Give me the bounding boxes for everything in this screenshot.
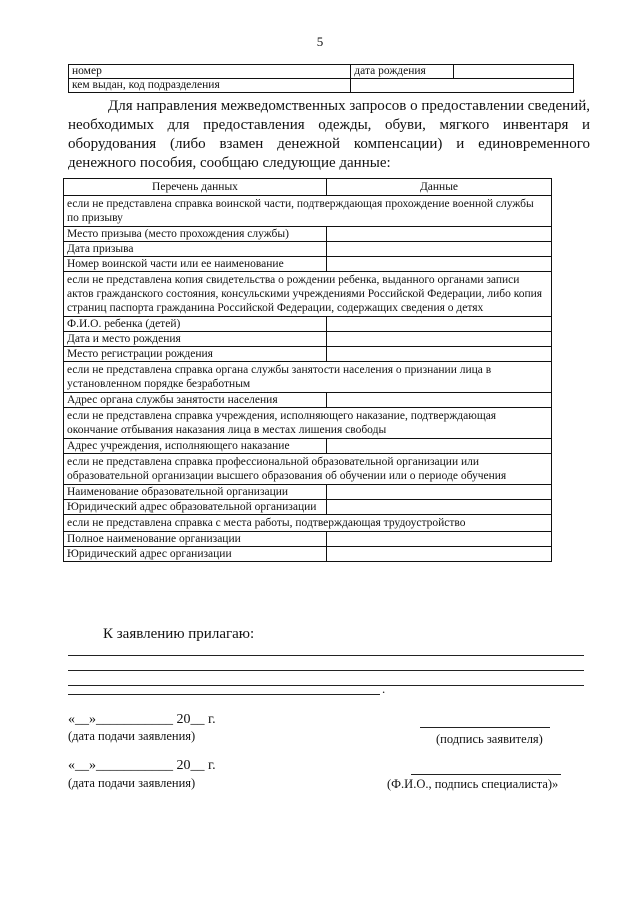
attachment-line[interactable] xyxy=(68,685,584,686)
field-value[interactable] xyxy=(327,532,552,547)
field-value[interactable] xyxy=(327,242,552,257)
birth-date-value[interactable] xyxy=(453,65,573,79)
attachment-line[interactable] xyxy=(68,670,584,671)
section-condition: если не представлена справка органа службы занятости населения о признании лица в установленном порядке безработным xyxy=(64,362,552,393)
field-value[interactable] xyxy=(327,393,552,408)
applicant-signature-line[interactable] xyxy=(420,727,550,728)
field-row xyxy=(64,242,552,257)
field-row xyxy=(64,332,552,347)
page-number: 5 xyxy=(316,34,324,49)
attachment-title: К заявлению прилагаю: xyxy=(103,626,255,642)
section-condition: если не представлена справка с места работы, подтверждающая трудоустройство xyxy=(64,515,552,532)
field-label: Номер воинской части или ее наименование xyxy=(64,257,327,272)
applicant-date-caption: (дата подачи заявления) xyxy=(68,729,196,743)
field-label: Юридический адрес образовательной организации xyxy=(64,500,327,515)
field-label: Полное наименование организации xyxy=(64,532,327,547)
number-label: номер xyxy=(69,65,351,79)
specialist-date-caption: (дата подачи заявления) xyxy=(68,776,196,790)
header-data-list: Перечень данных xyxy=(64,179,327,196)
field-label: Ф.И.О. ребенка (детей) xyxy=(64,317,327,332)
attachment-line[interactable] xyxy=(68,655,584,656)
identity-table xyxy=(68,64,574,93)
field-row xyxy=(64,393,552,408)
field-label: Наименование образовательной организации xyxy=(64,485,327,500)
field-row xyxy=(64,257,552,272)
applicant-signature-caption: (подпись заявителя) xyxy=(436,732,543,746)
attachment-line[interactable] xyxy=(68,694,380,695)
field-value[interactable] xyxy=(327,317,552,332)
field-value[interactable] xyxy=(327,485,552,500)
issued-by-label: кем выдан, код подразделения xyxy=(69,79,351,93)
section-row xyxy=(64,196,552,227)
issued-by-value[interactable] xyxy=(351,79,574,93)
data-table xyxy=(63,178,552,562)
section-condition: если не представлена справка профессиональной образовательной организации или образовательной организации высшего образования об обучении или о периоде обучения xyxy=(64,454,552,485)
field-row xyxy=(64,347,552,362)
intro-paragraph: Для направления межведомственных запросов о предоставлении сведений, необходимых для предоставления одежды, обуви, мягкого инвентаря и оборудования (либо взамен денежной компенсации) и единовременного денежного пособия, сообщаю следующие данные: xyxy=(68,98,590,171)
attachment-end-mark: . xyxy=(382,681,386,696)
field-value[interactable] xyxy=(327,439,552,454)
field-label: Место регистрации рождения xyxy=(64,347,327,362)
section-condition: если не представлена справка учреждения, исполняющего наказание, подтверждающая окончание отбывания наказания лица в местах лишения свободы xyxy=(64,408,552,439)
section-row xyxy=(64,362,552,393)
birth-date-label: дата рождения xyxy=(351,65,453,79)
field-value[interactable] xyxy=(327,257,552,272)
section-row xyxy=(64,515,552,532)
section-condition: если не представлена справка воинской части, подтверждающая прохождение военной службы по призыву xyxy=(64,196,552,227)
field-label: Юридический адрес организации xyxy=(64,547,327,562)
field-label: Адрес органа службы занятости населения xyxy=(64,393,327,408)
section-row xyxy=(64,272,552,317)
field-row xyxy=(64,532,552,547)
field-value[interactable] xyxy=(327,227,552,242)
section-row xyxy=(64,454,552,485)
field-value[interactable] xyxy=(327,347,552,362)
field-label: Дата призыва xyxy=(64,242,327,257)
specialist-date-line[interactable]: «__»___________ 20__ г. xyxy=(68,758,216,773)
specialist-signature-line[interactable] xyxy=(411,774,561,775)
field-row xyxy=(64,485,552,500)
field-value[interactable] xyxy=(327,547,552,562)
field-label: Адрес учреждения, исполняющего наказание xyxy=(64,439,327,454)
field-row xyxy=(64,547,552,562)
section-condition: если не представлена копия свидетельства о рождении ребенка, выданного органами записи актов гражданского состояния, консульскими учреждениями Российской Федерации, либо копия страниц паспорта гражданина Российской Федерации, содержащих сведения о детях xyxy=(64,272,552,317)
field-value[interactable] xyxy=(327,500,552,515)
header-data-values: Данные xyxy=(327,179,552,196)
field-row xyxy=(64,439,552,454)
section-row xyxy=(64,408,552,439)
applicant-date-line[interactable]: «__»___________ 20__ г. xyxy=(68,712,216,727)
field-value[interactable] xyxy=(327,332,552,347)
field-row xyxy=(64,500,552,515)
field-label: Место призыва (место прохождения службы) xyxy=(64,227,327,242)
field-row xyxy=(64,317,552,332)
field-row xyxy=(64,227,552,242)
specialist-signature-caption: (Ф.И.О., подпись специалиста)» xyxy=(387,777,559,791)
field-label: Дата и место рождения xyxy=(64,332,327,347)
